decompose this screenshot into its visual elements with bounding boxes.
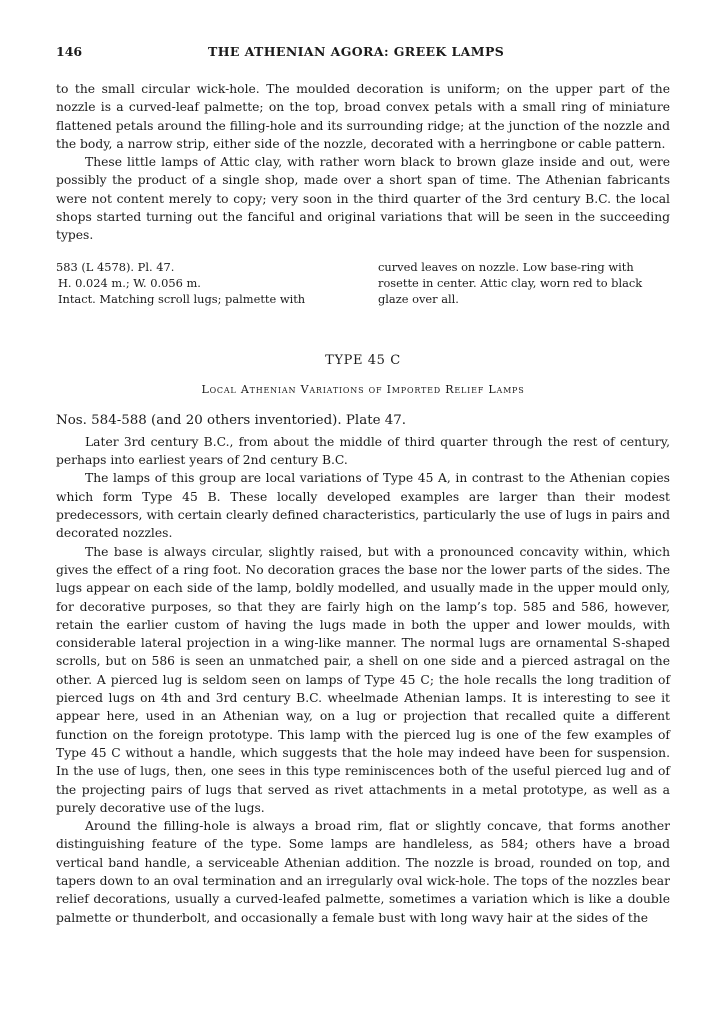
body-paragraph: The base is always circular, slightly raised, but with a pronounced concavity within, which gives the effect of a ring foot. No decoration graces the base nor the lower parts of the sides. The lugs appear on each side of the lamp, boldly modelled, and usually made in the upper mould only, for decorative purposes, so that they are fairly high on the lamp’s top. 585 and 586, however, retain the earlier custom of having the lugs made in both the upper and lower moulds, with considerable lateral projection in a wing-like manner. The normal lugs are ornamental S-shaped scrolls, but on 586 is seen an unmatched pair, a shell on one side and a pierced astragal on the other. A pierced lug is seldom seen on lamps of Type 45 C; the hole recalls the long tradition of pierced lugs on 4th and 3rd century B.C. wheelmade Athenian lamps. It is interesting to see it appear here, used in an Athenian way, on a lug or projection that recalled quite a different function on the foreign prototype. This lamp with the pierced lug is one of the few examples of Type 45 C without a handle, which suggests that the hole may indeed have been for suspension. In the use of lugs, then, one sees in this type reminiscences both of the useful pierced lug and of the projecting pairs of lugs that served as rivet attachments in a metal prototype, as well as a purely decorative use of the lugs. xyxy=(56,544,670,815)
type-subheading: Local Athenian Variations of Imported Relief Lamps xyxy=(201,382,525,396)
catalog-entry xyxy=(56,259,670,308)
body-paragraph: Later 3rd century B.C., from about the middle of third quarter through the rest of century, perhaps into earliest years of 2nd century B.C. xyxy=(56,434,670,468)
type-heading: TYPE 45 C xyxy=(325,352,401,368)
page xyxy=(56,44,670,927)
page-number: 146 xyxy=(56,44,83,59)
catalog-description-cont: curved leaves on nozzle. Low base-ring with xyxy=(378,259,634,274)
running-title: THE ATHENIAN AGORA: GREEK LAMPS xyxy=(208,44,505,59)
catalog-number-line: 583 (L 4578). Pl. 47. xyxy=(56,259,175,274)
intro-paragraph: These little lamps of Attic clay, with rather worn black to brown glaze inside and out, were possibly the product of a single shop, made over a short span of time. The Athenian fabricants were not content merely to copy; very soon in the third quarter of the 3rd century B.C. the local shops started turning out the fanciful and original variations that will be seen in the succeeding types. xyxy=(56,155,670,243)
body-paragraph: The lamps of this group are local variations of Type 45 A, in contrast to the Athenian copies which form Type 45 B. These locally developed examples are larger than their modest predecessors, with certain clearly defined characteristics, particularly the use of lugs in pairs and decorated nozzles. xyxy=(56,471,670,541)
catalog-entry-right xyxy=(378,259,670,308)
intro-paragraph: to the small circular wick-hole. The moulded decoration is uniform; on the upper part of the nozzle is a curved-leaf palmette; on the top, broad convex petals with a small ring of miniature flattened petals around the filling-hole and its surrounding ridge; at the junction of the nozzle and the body, a narrow strip, either side of the nozzle, decorated with a herringbone or cable pattern. xyxy=(56,82,670,151)
nos-line: Nos. 584-588 (and 20 others inventoried). Plate 47. xyxy=(56,412,407,428)
body-text xyxy=(56,433,670,927)
body-paragraph: Around the filling-hole is always a broad rim, flat or slightly concave, that forms another distinguishing feature of the type. Some lamps are handleless, as 584; others have a broad vertical band handle, a serviceable Athenian addition. The nozzle is broad, rounded on top, and tapers down to an oval termination and an irregularly oval wick-hole. The tops of the nozzles bear relief decorations, usually a curved-leafed palmette, sometimes a variation which is like a double palmette or thunderbolt, and occasionally a female bust with long wavy hair at the sides of the xyxy=(56,819,670,925)
catalog-description: Intact. Matching scroll lugs; palmette with xyxy=(58,292,306,307)
catalog-entry-left xyxy=(56,259,346,308)
catalog-description-cont: rosette in center. Attic clay, worn red to black xyxy=(378,276,643,291)
catalog-description-cont: glaze over all. xyxy=(378,292,459,307)
page-header xyxy=(56,44,670,64)
catalog-dimensions: H. 0.024 m.; W. 0.056 m. xyxy=(58,276,201,291)
